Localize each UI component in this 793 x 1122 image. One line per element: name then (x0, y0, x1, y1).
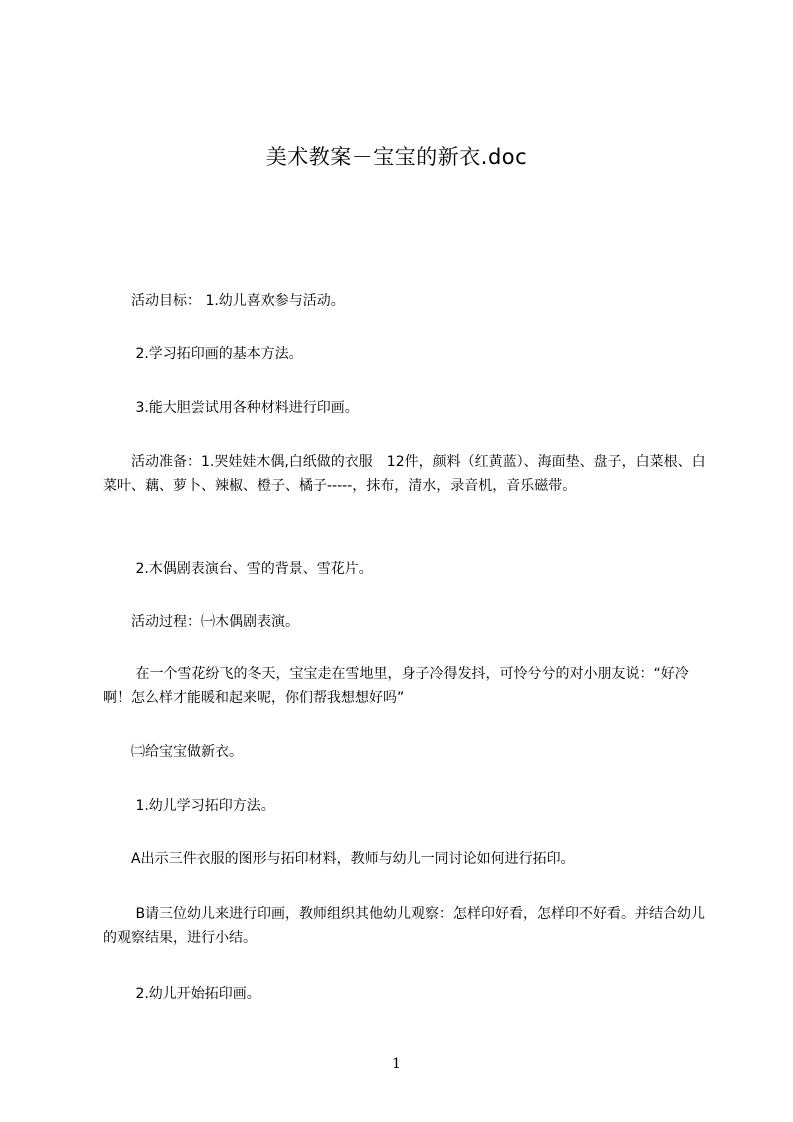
page-number: 1 (392, 1056, 401, 1072)
paragraph-learn-method: 1.幼儿学习拓印方法。 (103, 798, 275, 814)
paragraph-process-heading: 活动过程：㈠木偶剧表演。 (103, 614, 299, 630)
paragraph-goal-3: 3.能大胆尝试用各种材料进行印画。 (103, 400, 359, 416)
paragraph-start-printing: 2.幼儿开始拓印画。 (103, 986, 261, 1002)
paragraph-goal-1: 活动目标： 1.幼儿喜欢参与活动。 (103, 293, 345, 309)
paragraph-preparation-1: 活动准备：1.哭娃娃木偶,白纸做的衣服 12件，颜料（红黄蓝）、海面垫、盘子，白菜根、白菜叶、藕、萝卜、辣椒、橙子、橘子-----，抹布，清水，录音机，音乐磁带。 (103, 454, 706, 494)
paragraph-step-a: A出示三件衣服的图形与拓印材料，教师与幼儿一同讨论如何进行拓印。 (103, 851, 575, 867)
paragraph-process-step-2: ㈡给宝宝做新衣。 (103, 744, 243, 760)
paragraph-goal-2: 2.学习拓印画的基本方法。 (103, 346, 303, 362)
document-title: 美术教案－宝宝的新衣.doc (265, 145, 528, 169)
paragraph-step-b: B请三位幼儿来进行印画，教师组织其他幼儿观察：怎样印好看，怎样印不好看。并结合幼儿的观察结果，进行小结。 (103, 906, 706, 946)
paragraph-process-story: 在一个雪花纷飞的冬天，宝宝走在雪地里，身子冷得发抖，可怜兮兮的对小朋友说：“好冷啊！怎么样才能暖和起来呢，你们帮我想想好吗” (103, 666, 689, 706)
paragraph-preparation-2: 2.木偶剧表演台、雪的背景、雪花片。 (103, 561, 373, 577)
